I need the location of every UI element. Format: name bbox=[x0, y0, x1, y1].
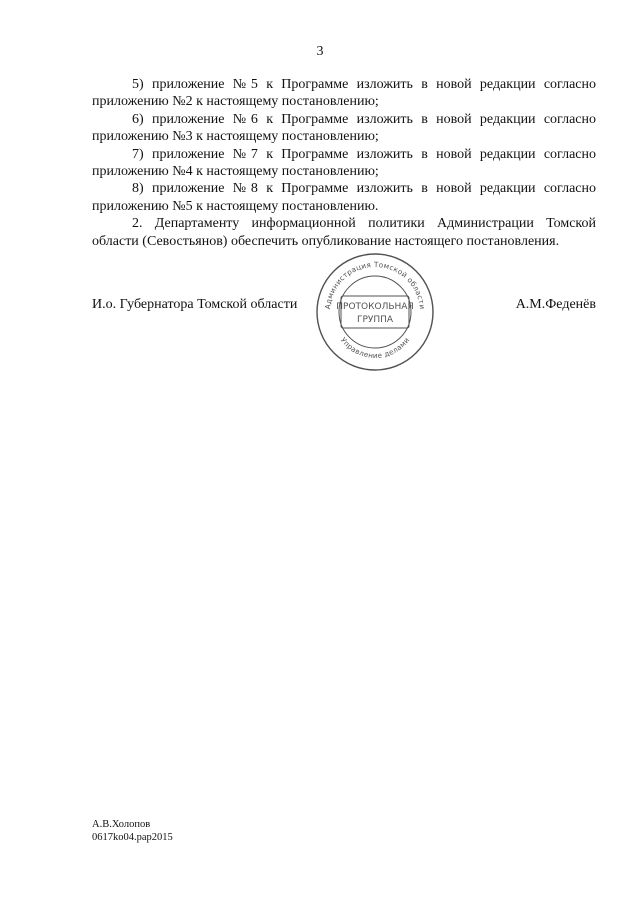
signatory-name: А.М.Феденёв bbox=[515, 297, 596, 312]
seal-ring-text-bottom: Управление делами bbox=[338, 335, 412, 361]
paragraph-item-8: 8) приложение №8 к Программе изложить в новой редакции согласно приложению №5 к настоящему постановлению. bbox=[92, 181, 596, 214]
document-body bbox=[92, 76, 596, 250]
signatory-position: И.о. Губернатора Томской области bbox=[92, 297, 298, 312]
seal-inner-ring bbox=[339, 276, 411, 348]
seal-ring-text-top: Администрация Томской области bbox=[323, 259, 427, 310]
paragraph-section-2: 2. Департаменту информационной политики Администрации Томской области (Севостьянов) обеспечить опубликование настоящего постановления. bbox=[92, 216, 596, 249]
official-seal bbox=[313, 250, 437, 374]
footer-author: А.В.Холопов bbox=[92, 819, 151, 830]
seal-center-line-2: ГРУППА bbox=[356, 315, 394, 325]
footer-file-ref: 0617ko04.pap2015 bbox=[92, 832, 173, 843]
paragraph-item-6: 6) приложение №6 к Программе изложить в новой редакции согласно приложению №3 к настоящему постановлению; bbox=[92, 111, 596, 145]
footer-block bbox=[92, 818, 173, 844]
paragraph-item-5: 5) приложение №5 к Программе изложить в новой редакции согласно приложению №2 к настоящему постановлению; bbox=[92, 77, 596, 110]
seal-center-line-1: ПРОТОКОЛЬНАЯ bbox=[336, 302, 414, 312]
page-number: 3 bbox=[316, 44, 324, 59]
paragraph-item-7: 7) приложение №7 к Программе изложить в новой редакции согласно приложению №4 к настоящему постановлению; bbox=[92, 146, 596, 180]
